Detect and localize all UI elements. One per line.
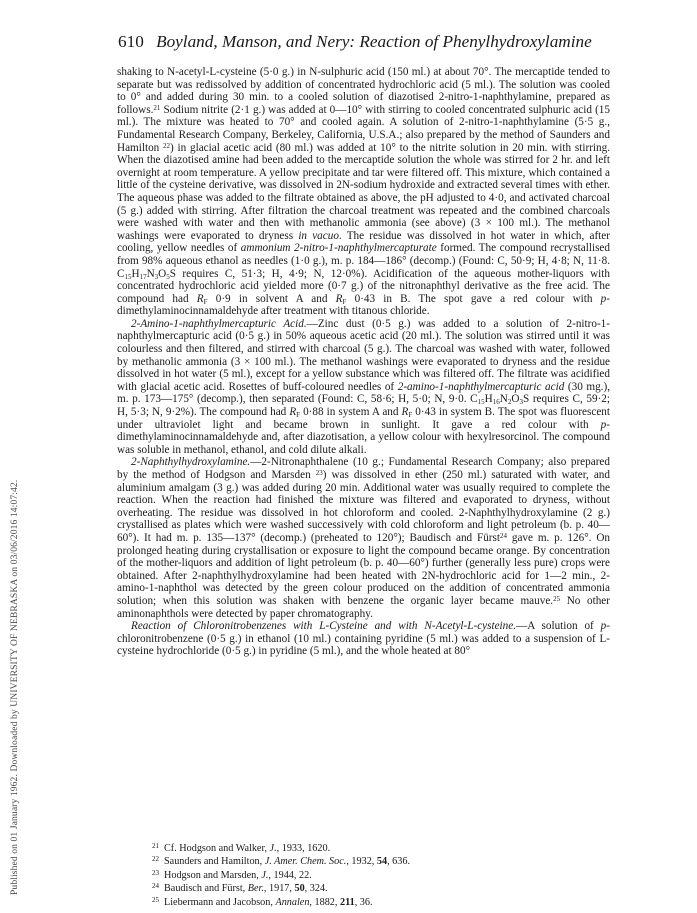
section-heading: 2-Naphthylhydroxylamine. [131,456,251,469]
paragraph-chloronitrobenzenes: Reaction of Chloronitrobenzenes with L-Cysteine and with N-Acetyl-L-cysteine.—A solution of p-chloronitrobenzene (0·5 g.) in ethanol (10 ml.) containing pyridine (5 ml.) was added to a suspension of L-cysteine hydrochloride (0·5 g.) in pyridine (5 ml.), and the whole heated at 80° [117,620,610,658]
footnote: $^{21}$ Cf. Hodgson and Walker, J., 1933, 1620. [152,842,331,854]
citation-24: 24 [500,531,507,540]
compound-name: 2-amino-1-naphthylmercapturic acid [397,380,565,393]
citation-23: 23 [315,469,323,477]
citation-25: 25 [553,594,561,603]
footnote: $^{25}$ Liebermann and Jacobson, Annalen, 1882, 211, 36. [152,895,373,908]
section-heading: Reaction of Chloronitrobenzenes with L-Cysteine and with N-Acetyl-L-cysteine. [131,620,517,633]
paragraph-amino-naphthylmercapturic-acid: 2-Amino-1-naphthylmercapturic Acid.—Zinc dust (0·5 g.) was added to a solution of 2-nitro-1-naphthylmercapturic acid (0·5 g.) in 50% aqueous acetic acid (20 ml.). The solution was stirred until it was colourless and then filtered, and stirred with charcoal (5 g.). The charcoal was washed with water, followed by methanolic ammonia (3 × 100 ml.). The methanol washings were evaporated to dryness and the residue dissolved in hot water (5 ml.), except for a yellow substance which was filtered off. The filtrate was acidified with glacial acetic acid. Rosettes of buff-coloured needles of 2-amino-1-naphthylmercapturic acid (30 mg.), m. p. 173—175° (decomp.), then separated (Found: C, 58·6; H, 5·0; N, 9·0. $C_{15}H_{16}N_2O_3S$ requires C, 59·2; H, 5·3; N, 9·2%). The compound had $R_F$ 0·88 in system A and $R_F$ 0·43 in system B. The spot was fluorescent under ultraviolet light and became brown in sunlight. It gave a red colour with p-dimethylaminocinnamaldehyde and, after diazotisation, a yellow colour with hexylresorcinol. The compound was soluble in methanol, ethanol, and cold dilute alkali. [117,317,610,456]
citation-22: 22 [163,141,171,150]
compound-name: ammonium 2-nitro-1-naphthylmercapturate [240,242,437,255]
footnote: $^{22}$ Saunders and Hamilton, J. Amer. Chem. Soc., 1932, 54, 636. [152,855,410,868]
article-body [117,66,610,658]
page-number: 610 [118,32,144,51]
footnote: $^{24}$ Baudisch and Fürst, Ber., 1917, 50, 324. [152,882,328,895]
running-title: Boyland, Manson, and Nery: Reaction of Phenylhydroxylamine [156,32,592,51]
paragraph-naphthylhydroxylamine: 2-Naphthylhydroxylamine.—2-Nitronaphthalene (10 g.; Fundamental Research Company; also prepared by the method of Hodgson and Marsden $^{23}$) was dissolved in ether (250 ml.) saturated with water, and aluminium amalgam (3 g.) was added during 20 min. Additional water was usually required to complete the reaction. When the reaction had finished the mixture was filtered and evaporated to dryness, without overheating. The residue was dissolved in hot chloroform and cooled. 2-Naphthylhydroxylamine (2 g.) crystallised as plates which were washed successively with cold chloroform and light petroleum (b. p. 40—60°). It had m. p. 135—137° (decomp.) (preheated to 120°); Baudisch and Fürst$^{24}$ gave m. p. 126°. On prolonged heating during crystallisation or exposure to light the compound became orange. By concentration of the mother-liquors and addition of light petroleum (b. p. 40—60°) further (generally less pure) crops were obtained. After 2-naphthylhydroxylamine had been heated with 2N-hydrochloric acid for 1—2 min., 2-amino-1-naphthol was detected by the green colour produced on the addition of concentrated ammonia solution; when this solution was shaken with benzene the organic layer became mauve.$^{25}$ No other aminonaphthols were detected by paper chromatography. [117,456,611,620]
download-stamp-text: Published on 01 January 1962. Downloaded by UNIVERSITY OF NEBRASKA on 03/06/2016 14:07:42. [9,479,20,895]
download-stamp [0,0,24,913]
footnotes [152,841,612,908]
section-heading: 2-Amino-1-naphthylmercapturic Acid. [131,317,307,330]
paragraph-mercapturate: shaking to N-acetyl-L-cysteine (5·0 g.) in N-sulphuric acid (150 ml.) at about 70°. The mercaptide tended to separate but was redissolved by addition of concentrated hydrochloric acid (5 ml.). The solution was cooled to 0° and added during 30 min. to a cooled solution of diazotised 2-nitro-1-naphthylamine, prepared as follows.$^{21}$ Sodium nitrite (2·1 g.) was added at 0—10° with stirring to cooled concentrated sulphuric acid (15 ml.). The mixture was heated to 70° and cooled again. A solution of 2-nitro-1-naphthylamine (5·5 g., Fundamental Research Company, Berkeley, California, U.S.A.; also prepared by the method of Saunders and Hamilton $^{22}$) in glacial acetic acid (80 ml.) was added at 10° to the nitrite solution in 20 min. with stirring. When the diazotised amine had been added to the mercaptide solution the whole was stirred for 2 hr. and left overnight at room temperature. A yellow precipitate and tar were filtered off. This mixture, which contained a little of the cysteine derivative, was dissolved in 2N-sodium hydroxide and extracted several times with ether. The aqueous phase was added to the filtrate obtained as above, the pH adjusted to 4·0, and activated charcoal (5 g.) added with stirring. After filtration the charcoal treatment was repeated and the combined charcoals were washed with water and then with methanolic ammonia (see above) (3 × 100 ml.). The methanol washings were evaporated to dryness in vacuo. The residue was dissolved in hot water in which, after cooling, yellow needles of ammonium 2-nitro-1-naphthylmercapturate formed. The compound recrystallised from 98% aqueous ethanol as needles (1·0 g.), m. p. 184—186° (decomp.) (Found: C, 50·9; H, 4·8; N, 11·8. $C_{15}H_{17}N_3O_5S$ requires C, 51·3; H, 4·9; N, 12·0%). Acidification of the aqueous mother-liquors with concentrated hydrochloric acid yielded more (0·7 g.) of the nitronaphthyl derivative as the free acid. The compound had $R_F$ 0·9 in solvent A and $R_F$ 0·43 in B. The spot gave a red colour with p-dimethylaminocinnamaldehyde after treatment with titanous chloride. [117,66,611,318]
citation-21: 21 [153,103,161,112]
footnote: $^{23}$ Hodgson and Marsden, J., 1944, 22. [152,868,312,881]
page-header [118,32,678,52]
